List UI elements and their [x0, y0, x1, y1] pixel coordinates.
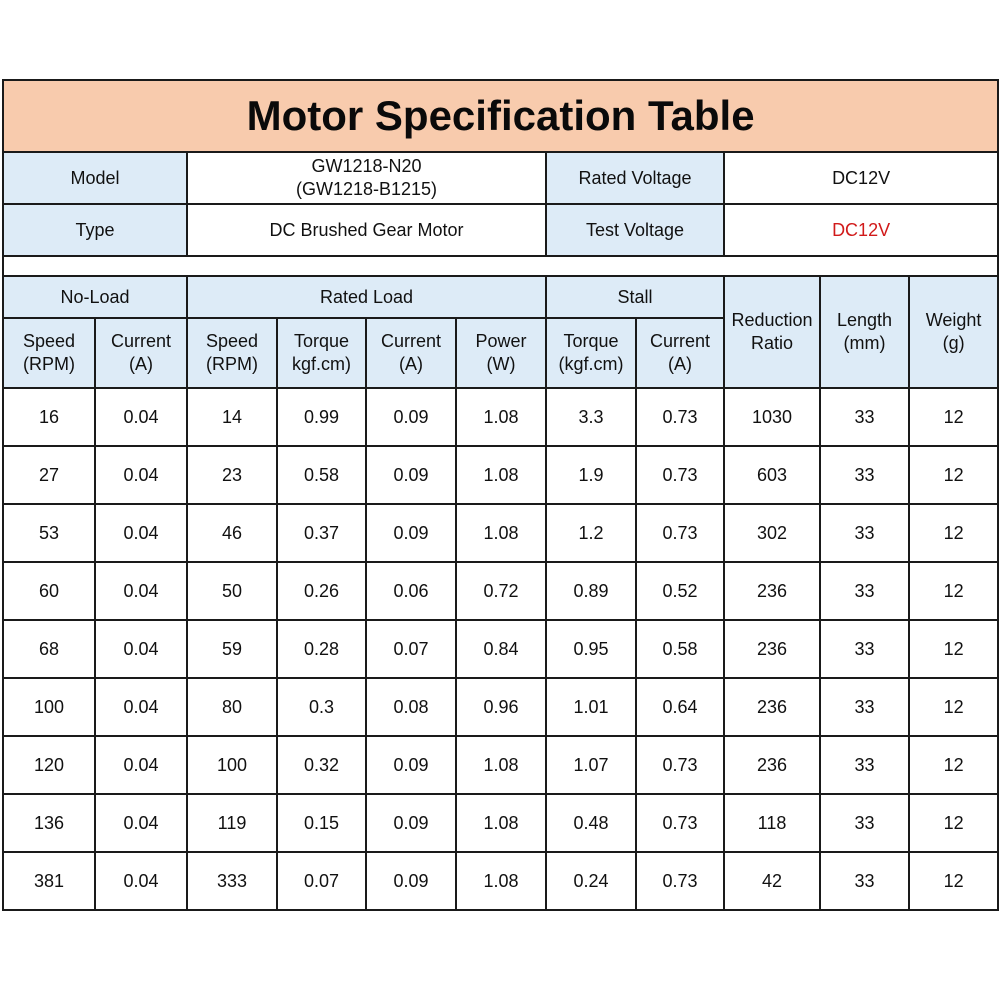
table-cell: 0.04 [95, 620, 187, 678]
table-cell: 0.52 [636, 562, 724, 620]
col-header-line1: Torque [293, 331, 350, 351]
table-cell: 120 [3, 736, 95, 794]
table-cell: 0.09 [366, 852, 456, 910]
table-cell: 0.73 [636, 446, 724, 504]
table-cell: 12 [909, 852, 998, 910]
table-cell: 0.99 [277, 388, 366, 446]
table-cell: 119 [187, 794, 277, 852]
group-no-load: No-Load [3, 276, 187, 318]
table-cell: 0.73 [636, 852, 724, 910]
group-header-row [3, 276, 998, 318]
table-row [3, 794, 998, 852]
col-header-noload-speed [3, 318, 95, 388]
col-header-line2: (RPM) [23, 354, 75, 374]
table-cell: 603 [724, 446, 820, 504]
col-header-rated-speed [187, 318, 277, 388]
table-cell: 118 [724, 794, 820, 852]
table-cell: 33 [820, 736, 909, 794]
table-cell: 0.04 [95, 446, 187, 504]
col-header-length [820, 276, 909, 388]
col-header-line2: (RPM) [206, 354, 258, 374]
info-row-type [3, 204, 998, 256]
model-value-alt: (GW1218-B1215) [295, 179, 438, 199]
table-cell: 0.04 [95, 388, 187, 446]
table-cell: 136 [3, 794, 95, 852]
table-cell: 0.58 [636, 620, 724, 678]
table-cell: 1.9 [546, 446, 636, 504]
table-cell: 0.26 [277, 562, 366, 620]
info-row-model [3, 152, 998, 204]
table-cell: 236 [724, 562, 820, 620]
table-cell: 0.09 [366, 736, 456, 794]
table-cell: 0.09 [366, 504, 456, 562]
table-cell: 14 [187, 388, 277, 446]
table-cell: 0.07 [366, 620, 456, 678]
rated-voltage-value: DC12V [724, 152, 998, 204]
table-cell: 1.07 [546, 736, 636, 794]
table-cell: 0.73 [636, 504, 724, 562]
title-row [3, 80, 998, 152]
table-cell: 0.07 [277, 852, 366, 910]
table-row [3, 736, 998, 794]
group-rated-load: Rated Load [187, 276, 546, 318]
table-cell: 236 [724, 736, 820, 794]
table-cell: 33 [820, 562, 909, 620]
table-cell: 0.58 [277, 446, 366, 504]
table-cell: 12 [909, 620, 998, 678]
table-cell: 0.04 [95, 736, 187, 794]
col-header-line1: Current [110, 331, 172, 351]
table-cell: 0.32 [277, 736, 366, 794]
spec-sheet [2, 79, 997, 911]
col-header-noload-current [95, 318, 187, 388]
col-header-line2: (A) [399, 354, 423, 374]
table-cell: 46 [187, 504, 277, 562]
table-cell: 0.04 [95, 678, 187, 736]
table-cell: 33 [820, 620, 909, 678]
table-cell: 0.73 [636, 736, 724, 794]
type-label: Type [3, 204, 187, 256]
table-row [3, 504, 998, 562]
model-label: Model [3, 152, 187, 204]
table-cell: 0.09 [366, 388, 456, 446]
col-header-reduction [724, 276, 820, 388]
table-cell: 27 [3, 446, 95, 504]
table-cell: 53 [3, 504, 95, 562]
data-rows [3, 388, 998, 910]
table-row [3, 620, 998, 678]
table-cell: 1.08 [456, 852, 546, 910]
table-cell: 1.2 [546, 504, 636, 562]
table-cell: 33 [820, 794, 909, 852]
table-cell: 12 [909, 678, 998, 736]
table-cell: 1030 [724, 388, 820, 446]
table-cell: 3.3 [546, 388, 636, 446]
table-cell: 0.84 [456, 620, 546, 678]
col-header-rated-current [366, 318, 456, 388]
col-header-line2: (W) [486, 354, 516, 374]
table-cell: 0.04 [95, 852, 187, 910]
table-cell: 381 [3, 852, 95, 910]
table-cell: 1.08 [456, 794, 546, 852]
col-header-rated-torque [277, 318, 366, 388]
table-cell: 1.08 [456, 736, 546, 794]
table-cell: 0.64 [636, 678, 724, 736]
test-voltage-label: Test Voltage [546, 204, 724, 256]
col-header-length-line1: Length [836, 310, 893, 330]
table-cell: 0.72 [456, 562, 546, 620]
table-cell: 0.37 [277, 504, 366, 562]
model-value-primary: GW1218-N20 [311, 156, 422, 176]
table-cell: 12 [909, 388, 998, 446]
table-row [3, 678, 998, 736]
col-header-line1: Current [649, 331, 711, 351]
motor-spec-table [2, 79, 999, 911]
col-header-weight [909, 276, 998, 388]
rated-voltage-label: Rated Voltage [546, 152, 724, 204]
table-cell: 0.04 [95, 562, 187, 620]
col-header-weight-line1: Weight [925, 310, 982, 330]
table-cell: 12 [909, 562, 998, 620]
col-header-reduction-line1: Reduction [731, 310, 813, 330]
table-row [3, 446, 998, 504]
table-cell: 0.09 [366, 446, 456, 504]
table-cell: 0.09 [366, 794, 456, 852]
table-cell: 16 [3, 388, 95, 446]
table-cell: 12 [909, 446, 998, 504]
table-cell: 60 [3, 562, 95, 620]
table-cell: 302 [724, 504, 820, 562]
table-cell: 0.08 [366, 678, 456, 736]
page-title: Motor Specification Table [3, 80, 998, 152]
model-value [187, 152, 546, 204]
table-cell: 236 [724, 620, 820, 678]
table-cell: 0.28 [277, 620, 366, 678]
col-header-reduction-line2: Ratio [750, 333, 794, 353]
group-stall: Stall [546, 276, 724, 318]
table-cell: 33 [820, 388, 909, 446]
table-cell: 50 [187, 562, 277, 620]
col-header-stall-current [636, 318, 724, 388]
table-cell: 0.04 [95, 504, 187, 562]
table-cell: 0.95 [546, 620, 636, 678]
col-header-line1: Power [475, 331, 527, 351]
table-cell: 12 [909, 504, 998, 562]
table-cell: 12 [909, 736, 998, 794]
table-cell: 0.48 [546, 794, 636, 852]
table-cell: 236 [724, 678, 820, 736]
table-cell: 1.08 [456, 388, 546, 446]
table-cell: 59 [187, 620, 277, 678]
table-body [3, 80, 998, 388]
test-voltage-value: DC12V [724, 204, 998, 256]
table-cell: 33 [820, 852, 909, 910]
table-cell: 0.96 [456, 678, 546, 736]
table-cell: 0.24 [546, 852, 636, 910]
col-header-line2: kgf.cm) [291, 354, 351, 374]
table-cell: 0.04 [95, 794, 187, 852]
table-cell: 0.15 [277, 794, 366, 852]
col-header-length-line2: (mm) [843, 333, 886, 353]
table-cell: 68 [3, 620, 95, 678]
table-cell: 0.73 [636, 794, 724, 852]
table-cell: 42 [724, 852, 820, 910]
col-header-weight-line2: (g) [942, 333, 965, 353]
table-cell: 1.08 [456, 504, 546, 562]
col-header-line1: Speed [205, 331, 259, 351]
table-cell: 33 [820, 504, 909, 562]
table-row [3, 562, 998, 620]
col-header-line2: (A) [129, 354, 153, 374]
table-cell: 333 [187, 852, 277, 910]
table-cell: 1.08 [456, 446, 546, 504]
col-header-line2: (kgf.cm) [558, 354, 624, 374]
table-cell: 100 [3, 678, 95, 736]
table-cell: 0.73 [636, 388, 724, 446]
table-cell: 33 [820, 678, 909, 736]
table-row [3, 852, 998, 910]
table-cell: 80 [187, 678, 277, 736]
col-header-rated-power [456, 318, 546, 388]
table-row [3, 388, 998, 446]
table-cell: 23 [187, 446, 277, 504]
table-cell: 33 [820, 446, 909, 504]
col-header-stall-torque [546, 318, 636, 388]
table-cell: 0.89 [546, 562, 636, 620]
col-header-line1: Current [380, 331, 442, 351]
type-value: DC Brushed Gear Motor [187, 204, 546, 256]
col-header-line2: (A) [668, 354, 692, 374]
table-cell: 0.3 [277, 678, 366, 736]
spacer-cell [3, 256, 998, 276]
table-cell: 12 [909, 794, 998, 852]
table-cell: 0.06 [366, 562, 456, 620]
spacer-row [3, 256, 998, 276]
col-header-line1: Speed [22, 331, 76, 351]
table-cell: 1.01 [546, 678, 636, 736]
table-cell: 100 [187, 736, 277, 794]
col-header-line1: Torque [563, 331, 619, 351]
